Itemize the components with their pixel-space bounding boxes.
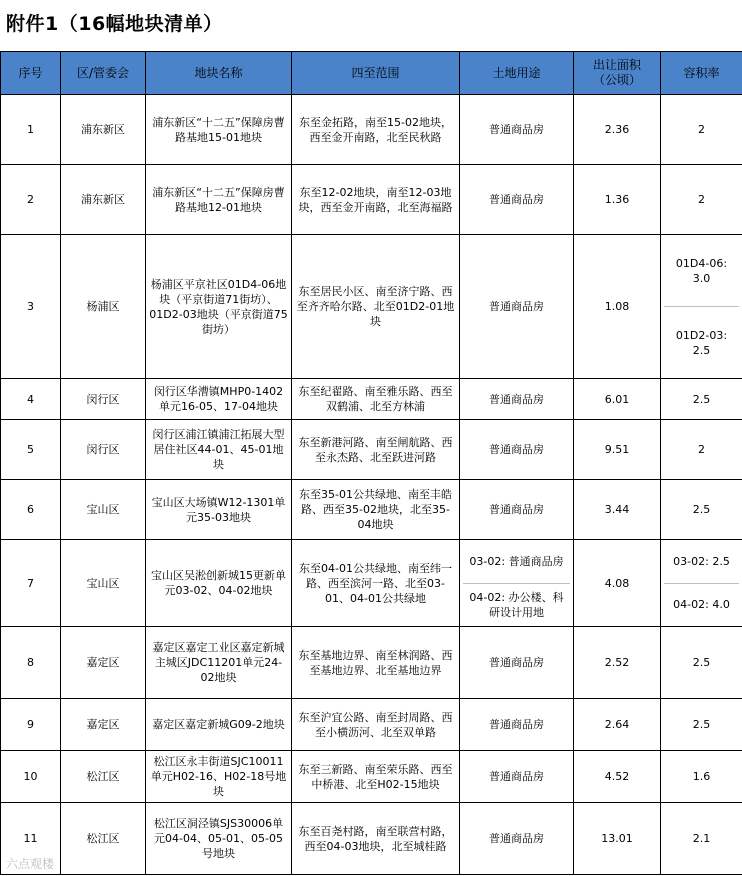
district-cell: 杨浦区	[61, 235, 146, 379]
land-use-cell: 普通商品房	[460, 420, 574, 480]
watermark-text: 六点观楼	[6, 857, 55, 871]
row-number-cell: 10	[1, 751, 61, 803]
floor-area-ratio-cell-part: 04-02: 4.0	[664, 583, 739, 627]
land-parcel-table	[0, 51, 742, 875]
floor-area-ratio-cell: 2.5	[661, 627, 742, 699]
district-cell: 松江区	[61, 803, 146, 875]
column-header: 地块名称	[146, 52, 292, 95]
boundary-cell: 东至基地边界、南至林润路、西至基地边界、北至基地边界	[292, 627, 460, 699]
area-cell: 1.08	[574, 235, 661, 379]
area-cell: 6.01	[574, 379, 661, 420]
land-use-cell: 普通商品房	[460, 751, 574, 803]
area-cell: 2.64	[574, 699, 661, 751]
parcel-name-cell: 闵行区浦江镇浦江拓展大型居住社区44-01、45-01地块	[146, 420, 292, 480]
table-row	[1, 699, 742, 751]
area-cell: 3.44	[574, 480, 661, 540]
row-number-cell: 4	[1, 379, 61, 420]
district-cell: 浦东新区	[61, 165, 146, 235]
table-row	[1, 165, 742, 235]
boundary-cell: 东至12-02地块，南至12-03地块，西至金开南路，北至海福路	[292, 165, 460, 235]
parcel-name-cell: 杨浦区平京社区01D4-06地块（平京街道71街坊）、01D2-03地块（平京街道75街坊）	[146, 235, 292, 379]
land-use-cell: 普通商品房	[460, 803, 574, 875]
parcel-name-cell: 嘉定区嘉定新城G09-2地块	[146, 699, 292, 751]
floor-area-ratio-cell-part: 01D4-06: 3.0	[675, 256, 728, 285]
land-use-cell	[460, 540, 574, 627]
land-use-cell: 普通商品房	[460, 627, 574, 699]
row-number-cell: 5	[1, 420, 61, 480]
floor-area-ratio-cell-part: 01D2-03: 2.5	[664, 306, 739, 378]
parcel-name-cell: 宝山区大场镇W12-1301单元35-03地块	[146, 480, 292, 540]
area-cell: 9.51	[574, 420, 661, 480]
column-header: 土地用途	[460, 52, 574, 95]
district-cell: 闵行区	[61, 420, 146, 480]
row-number-cell: 3	[1, 235, 61, 379]
boundary-cell: 东至04-01公共绿地、南至纬一路、西至滨河一路、北至03-01、04-01公共绿地	[292, 540, 460, 627]
district-cell: 嘉定区	[61, 627, 146, 699]
floor-area-ratio-cell: 2	[661, 420, 742, 480]
table-row	[1, 95, 742, 165]
floor-area-ratio-cell: 1.6	[661, 751, 742, 803]
row-number-cell: 8	[1, 627, 61, 699]
column-header: 区/管委会	[61, 52, 146, 95]
table-row	[1, 235, 742, 379]
land-use-cell: 普通商品房	[460, 480, 574, 540]
district-cell: 宝山区	[61, 480, 146, 540]
boundary-cell: 东至居民小区、南至济宁路、西至齐齐哈尔路、北至01D2-01地块	[292, 235, 460, 379]
floor-area-ratio-cell	[661, 235, 742, 379]
district-cell: 松江区	[61, 751, 146, 803]
area-cell: 13.01	[574, 803, 661, 875]
floor-area-ratio-cell: 2.1	[661, 803, 742, 875]
floor-area-ratio-cell: 2.5	[661, 480, 742, 540]
column-header: 序号	[1, 52, 61, 95]
table-row	[1, 379, 742, 420]
row-number-cell: 7	[1, 540, 61, 627]
floor-area-ratio-cell: 2	[661, 165, 742, 235]
area-cell: 1.36	[574, 165, 661, 235]
land-use-cell-part: 04-02: 办公楼、科研设计用地	[463, 583, 570, 627]
column-header: 出让面积 （公顷）	[574, 52, 661, 95]
row-number-cell: 1	[1, 95, 61, 165]
boundary-cell: 东至纪翟路、南至雅乐路、西至双鹤浦、北至方林浦	[292, 379, 460, 420]
floor-area-ratio-cell	[661, 540, 742, 627]
row-number-cell: 6	[1, 480, 61, 540]
table-row	[1, 540, 742, 627]
district-cell: 浦东新区	[61, 95, 146, 165]
table-row	[1, 803, 742, 875]
area-cell: 4.08	[574, 540, 661, 627]
area-cell: 2.52	[574, 627, 661, 699]
boundary-cell: 东至三新路、南至荣乐路、西至中桥港、北至H02-15地块	[292, 751, 460, 803]
parcel-name-cell: 嘉定区嘉定工业区嘉定新城主城区JDC11201单元24-02地块	[146, 627, 292, 699]
boundary-cell: 东至金拓路，南至15-02地块，西至金开南路，北至民秋路	[292, 95, 460, 165]
row-number-cell: 11	[1, 803, 61, 875]
land-use-cell-part: 03-02: 普通商品房	[469, 554, 564, 568]
table-header-row	[1, 52, 742, 95]
page-title: 附件1（16幅地块清单）	[6, 13, 223, 35]
land-use-cell: 普通商品房	[460, 235, 574, 379]
district-cell: 闵行区	[61, 379, 146, 420]
parcel-name-cell: 浦东新区“十二五”保障房曹路基地15-01地块	[146, 95, 292, 165]
land-use-cell: 普通商品房	[460, 165, 574, 235]
table-row	[1, 480, 742, 540]
parcel-name-cell: 松江区永丰街道SJC10011单元H02-16、H02-18号地块	[146, 751, 292, 803]
floor-area-ratio-cell-part: 03-02: 2.5	[673, 554, 730, 568]
table-row	[1, 751, 742, 803]
land-use-cell: 普通商品房	[460, 699, 574, 751]
table-row	[1, 420, 742, 480]
area-cell: 2.36	[574, 95, 661, 165]
column-header: 四至范围	[292, 52, 460, 95]
district-cell: 宝山区	[61, 540, 146, 627]
row-number-cell: 2	[1, 165, 61, 235]
boundary-cell: 东至新港河路、南至闸航路、西至永杰路、北至跃进河路	[292, 420, 460, 480]
parcel-name-cell: 宝山区吴淞创新城15更新单元03-02、04-02地块	[146, 540, 292, 627]
table-body	[1, 95, 742, 875]
land-use-cell: 普通商品房	[460, 95, 574, 165]
row-number-cell: 9	[1, 699, 61, 751]
boundary-cell: 东至百尧村路，南至联营村路，西至04-03地块，北至城桂路	[292, 803, 460, 875]
land-use-cell: 普通商品房	[460, 379, 574, 420]
parcel-name-cell: 闵行区华漕镇MHP0-1402单元16-05、17-04地块	[146, 379, 292, 420]
boundary-cell: 东至沪宜公路、南至封周路、西至小横沥河、北至双单路	[292, 699, 460, 751]
parcel-name-cell: 浦东新区“十二五”保障房曹路基地12-01地块	[146, 165, 292, 235]
floor-area-ratio-cell: 2.5	[661, 699, 742, 751]
boundary-cell: 东至35-01公共绿地、南至丰皓路、西至35-02地块，北至35-04地块	[292, 480, 460, 540]
parcel-name-cell: 松江区洞泾镇SJS30006单元04-04、05-01、05-05号地块	[146, 803, 292, 875]
floor-area-ratio-cell: 2	[661, 95, 742, 165]
floor-area-ratio-cell: 2.5	[661, 379, 742, 420]
area-cell: 4.52	[574, 751, 661, 803]
column-header: 容积率	[661, 52, 742, 95]
table-row	[1, 627, 742, 699]
district-cell: 嘉定区	[61, 699, 146, 751]
